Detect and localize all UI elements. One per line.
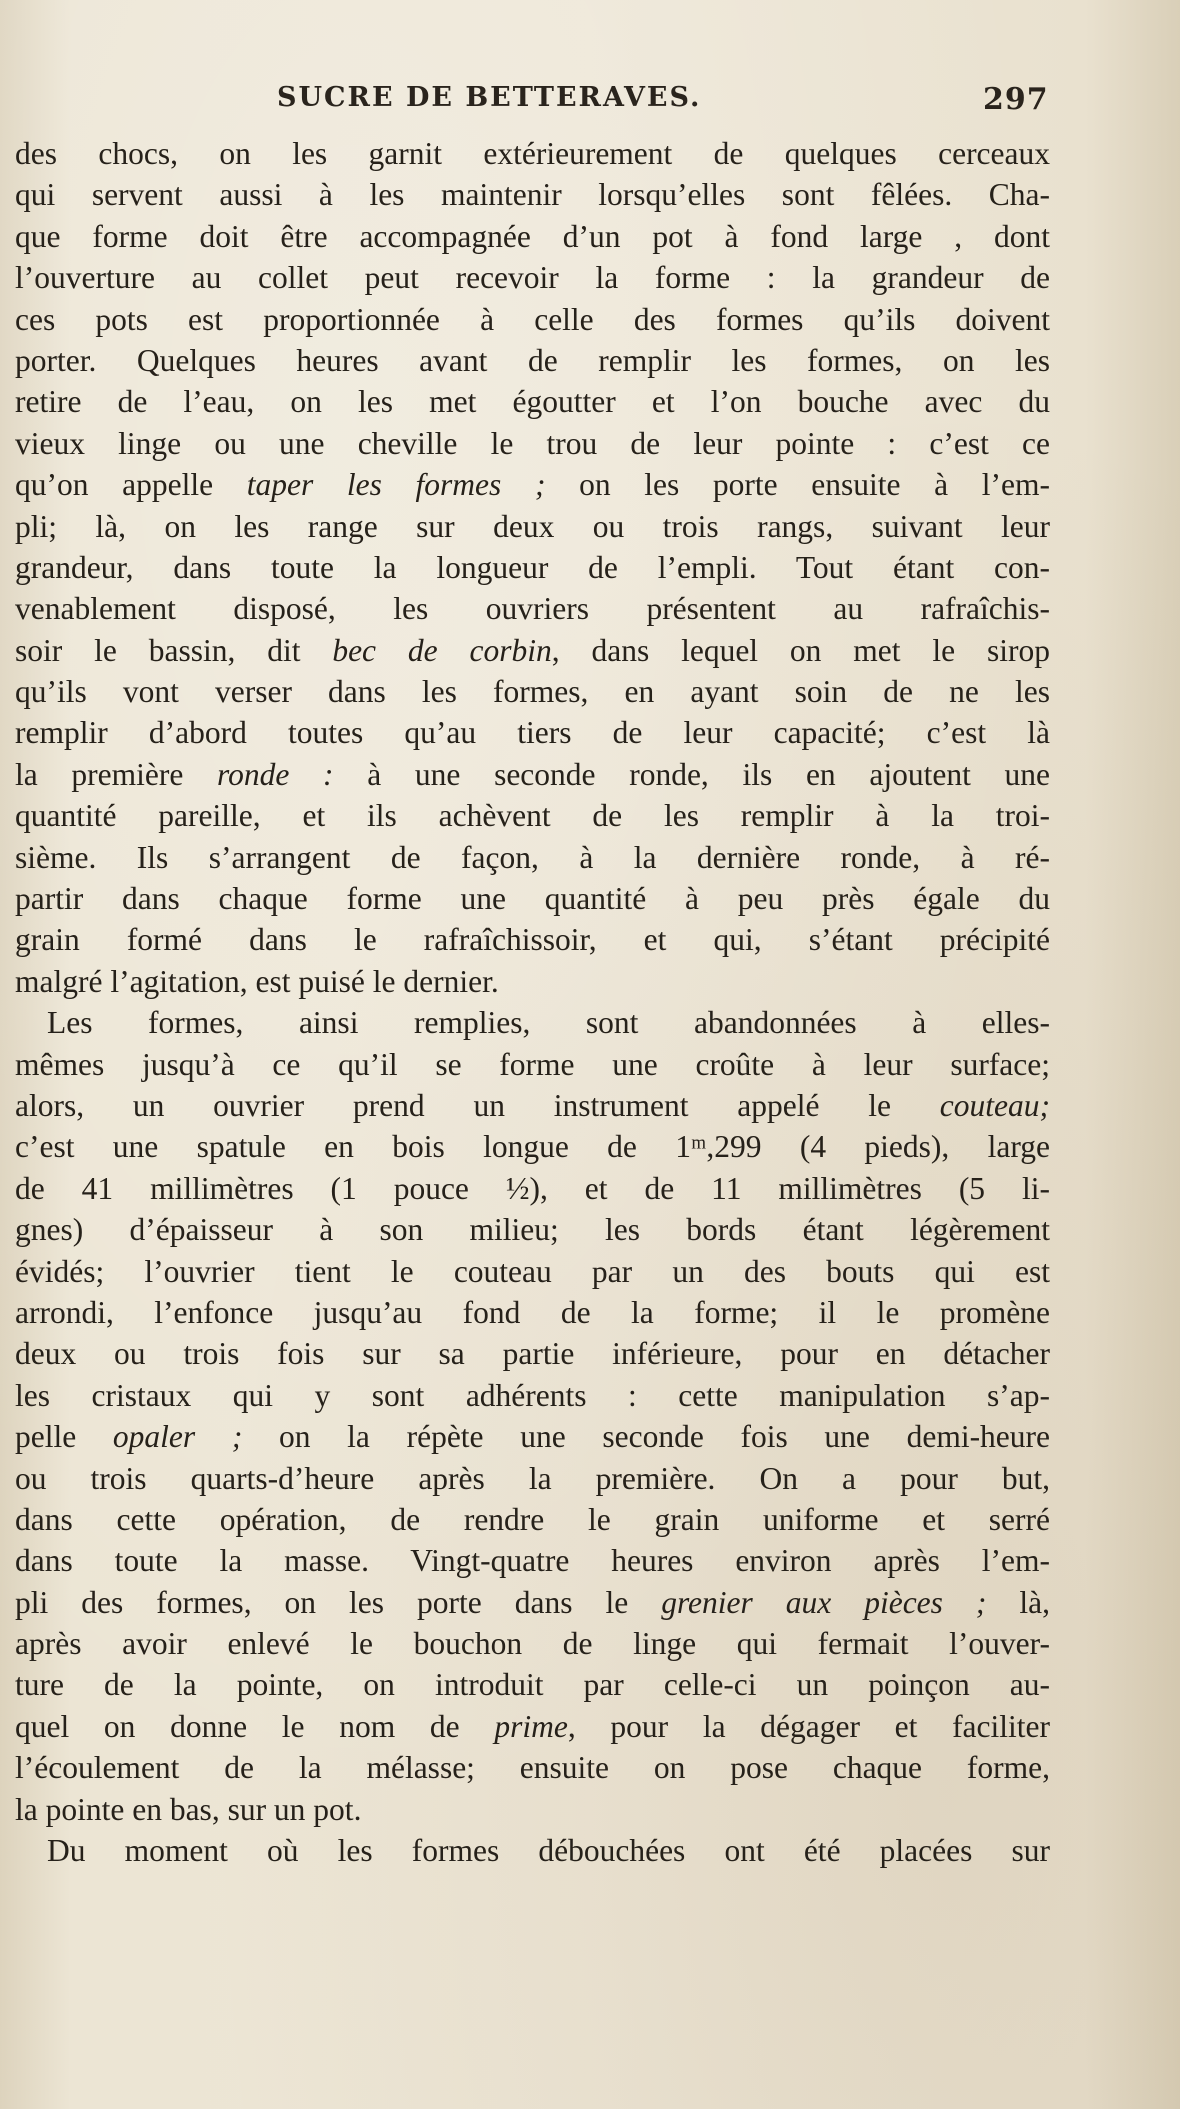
text-line xyxy=(15,1292,1050,1333)
text-line xyxy=(15,712,1050,753)
text-line xyxy=(15,588,1050,629)
page-header xyxy=(0,82,1180,122)
text-line xyxy=(15,1706,1050,1747)
italic-term: bec de corbin xyxy=(332,632,552,668)
page-number: 297 xyxy=(983,82,1049,117)
text-segment: , dans lequel on met le sirop xyxy=(551,632,1050,668)
text-segment: vieux linge ou une cheville le trou de leur pointe : c’est ce xyxy=(15,425,1050,461)
text-line xyxy=(15,1830,1050,1871)
text-line xyxy=(15,1085,1050,1126)
text-line xyxy=(15,1789,1050,1830)
italic-term: prime xyxy=(494,1708,568,1744)
text-segment: qu’ils vont verser dans les formes, en ayant soin de ne les xyxy=(15,674,1050,710)
text-segment: qui servent aussi à les maintenir lorsqu’elles sont fêlées. Cha- xyxy=(15,177,1050,213)
text-segment: c’est une spatule en bois longue de 1ᵐ,299 (4 pieds), large xyxy=(15,1129,1050,1165)
text-line xyxy=(15,1664,1050,1705)
text-segment: Les formes, ainsi remplies, sont abandonnées à elles- xyxy=(47,1005,1050,1041)
text-segment: les cristaux qui y sont adhérents : cette manipulation s’ap- xyxy=(15,1377,1050,1413)
text-segment: arrondi, l’enfonce jusqu’au fond de la forme; il le promène xyxy=(15,1294,1050,1330)
text-segment: grain formé dans le rafraîchissoir, et qui, s’étant précipité xyxy=(15,922,1050,958)
text-line xyxy=(15,1209,1050,1250)
text-segment: malgré l’agitation, est puisé le dernier. xyxy=(15,963,499,999)
text-line xyxy=(15,257,1050,298)
text-segment: que forme doit être accompagnée d’un pot à fond large , dont xyxy=(15,218,1050,254)
text-segment: Du moment où les formes débouchées ont été placées sur xyxy=(47,1833,1050,1869)
text-segment: l’écoulement de la mélasse; ensuite on pose chaque forme, xyxy=(15,1750,1050,1786)
text-segment: ture de la pointe, on introduit par celle-ci un poinçon au- xyxy=(15,1667,1050,1703)
italic-term: couteau; xyxy=(939,1087,1050,1123)
text-segment: retire de l’eau, on les met égoutter et l’on bouche avec du xyxy=(15,384,1050,420)
text-segment: pli; là, on les range sur deux ou trois rangs, suivant leur xyxy=(15,508,1050,544)
text-segment: mêmes jusqu’à ce qu’il se forme une croûte à leur surface; xyxy=(15,1046,1050,1082)
text-segment: après avoir enlevé le bouchon de linge qui fermait l’ouver- xyxy=(15,1626,1050,1662)
text-line xyxy=(15,754,1050,795)
text-segment: on la répète une seconde fois une demi-heure xyxy=(242,1419,1050,1455)
text-line xyxy=(15,1044,1050,1085)
text-segment: sième. Ils s’arrangent de façon, à la dernière ronde, à ré- xyxy=(15,839,1050,875)
text-line xyxy=(15,1540,1050,1581)
text-line xyxy=(15,1623,1050,1664)
text-line xyxy=(15,1416,1050,1457)
text-segment: là, xyxy=(986,1584,1050,1620)
text-line xyxy=(15,1747,1050,1788)
text-segment: l’ouverture au collet peut recevoir la forme : la grandeur de xyxy=(15,260,1050,296)
text-segment: évidés; l’ouvrier tient le couteau par un des bouts qui est xyxy=(15,1253,1050,1289)
text-line xyxy=(15,795,1050,836)
text-segment: la pointe en bas, sur un pot. xyxy=(15,1791,362,1827)
text-segment: porter. Quelques heures avant de remplir les formes, on les xyxy=(15,342,1050,378)
text-segment: pli des formes, on les porte dans le xyxy=(15,1584,662,1620)
running-head: SUCRE DE BETTERAVES. xyxy=(277,82,702,113)
text-segment: à une seconde ronde, ils en ajoutent une xyxy=(333,756,1050,792)
text-segment: pelle xyxy=(15,1419,113,1455)
text-segment: on les porte ensuite à l’em- xyxy=(545,467,1050,503)
text-segment: quantité pareille, et ils achèvent de les remplir à la troi- xyxy=(15,798,1050,834)
text-segment: remplir d’abord toutes qu’au tiers de leur capacité; c’est là xyxy=(15,715,1050,751)
text-segment: grandeur, dans toute la longueur de l’empli. Tout étant con- xyxy=(15,549,1050,585)
text-line xyxy=(15,423,1050,464)
text-segment: dans toute la masse. Vingt-quatre heures environ après l’em- xyxy=(15,1543,1050,1579)
text-segment: la première xyxy=(15,756,218,792)
text-line xyxy=(15,878,1050,919)
text-segment: des chocs, on les garnit extérieurement de quelques cerceaux xyxy=(15,136,1050,171)
italic-term: taper les formes ; xyxy=(246,467,546,503)
text-line xyxy=(15,671,1050,712)
text-segment: dans cette opération, de rendre le grain uniforme et serré xyxy=(15,1501,1050,1537)
text-segment: , pour la dégager et faciliter xyxy=(567,1708,1050,1744)
text-line xyxy=(15,174,1050,215)
text-line xyxy=(15,1251,1050,1292)
text-segment: ou trois quarts-d’heure après la première. On a pour but, xyxy=(15,1460,1050,1496)
text-line xyxy=(15,340,1050,381)
text-line xyxy=(15,1333,1050,1374)
text-segment: deux ou trois fois sur sa partie inférieure, pour en détacher xyxy=(15,1336,1050,1372)
text-segment: ces pots est proportionnée à celle des formes qu’ils doivent xyxy=(15,301,1050,337)
text-line xyxy=(15,216,1050,257)
italic-term: ronde : xyxy=(217,756,334,792)
text-line xyxy=(15,1375,1050,1416)
text-line xyxy=(15,630,1050,671)
text-line xyxy=(15,299,1050,340)
body-text xyxy=(15,133,1050,1871)
text-line xyxy=(15,1002,1050,1043)
text-line xyxy=(15,1168,1050,1209)
italic-term: opaler ; xyxy=(112,1419,243,1455)
text-line xyxy=(15,1458,1050,1499)
text-line xyxy=(15,837,1050,878)
text-segment: venablement disposé, les ouvriers présentent au rafraîchis- xyxy=(15,591,1050,627)
text-segment: soir le bassin, dit xyxy=(15,632,333,668)
text-line xyxy=(15,464,1050,505)
text-line xyxy=(15,1582,1050,1623)
text-segment: quel on donne le nom de xyxy=(15,1708,495,1744)
text-line xyxy=(15,1126,1050,1167)
text-line xyxy=(15,919,1050,960)
italic-term: grenier aux pièces ; xyxy=(661,1584,987,1620)
text-segment: partir dans chaque forme une quantité à peu près égale du xyxy=(15,881,1050,917)
text-line xyxy=(15,961,1050,1002)
text-segment: de 41 millimètres (1 pouce ½), et de 11 millimètres (5 li- xyxy=(15,1170,1050,1206)
text-line xyxy=(15,381,1050,422)
text-line xyxy=(15,506,1050,547)
text-segment: qu’on appelle xyxy=(15,467,247,503)
text-line xyxy=(15,1499,1050,1540)
text-line xyxy=(15,133,1050,174)
text-line xyxy=(15,547,1050,588)
text-segment: alors, un ouvrier prend un instrument appelé le xyxy=(15,1087,940,1123)
text-segment: gnes) d’épaisseur à son milieu; les bords étant légèrement xyxy=(15,1212,1050,1248)
